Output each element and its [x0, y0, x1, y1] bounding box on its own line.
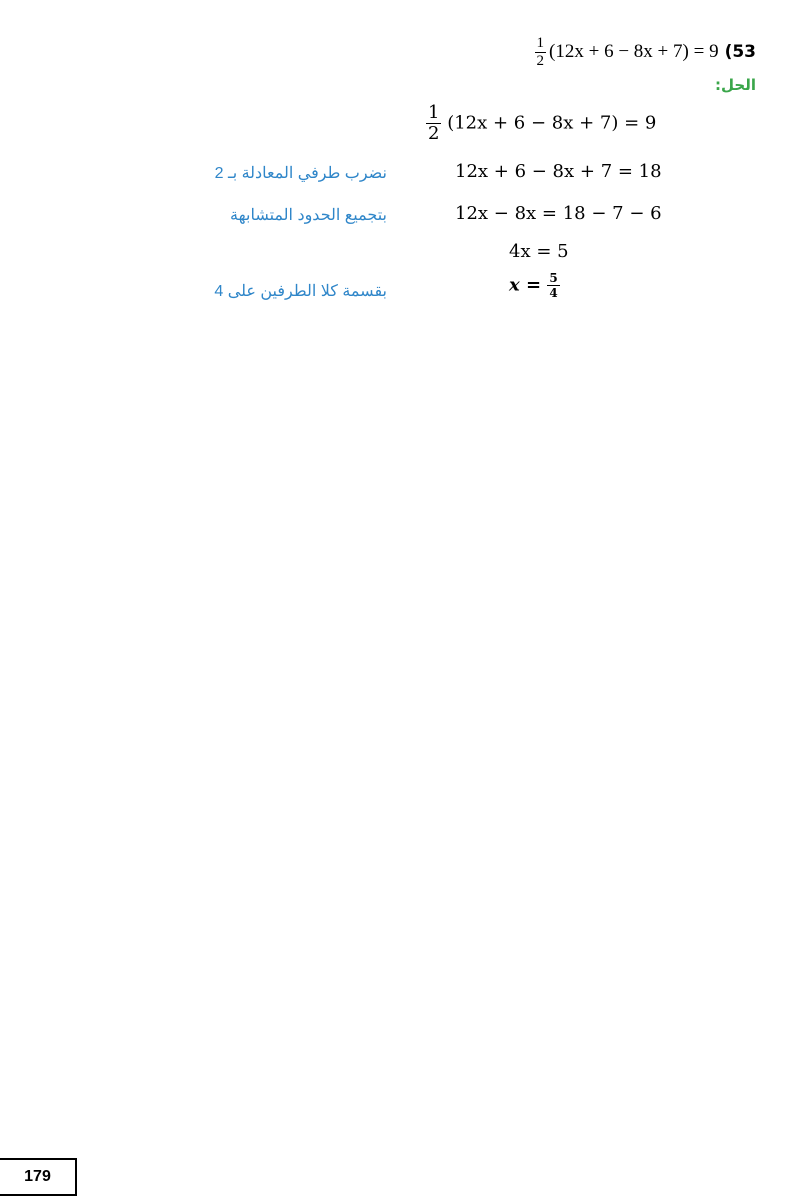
step-3-equation: 12x − 8x = 18 − 7 − 6 — [455, 203, 662, 224]
step-5-fraction — [547, 272, 559, 299]
problem-statement — [535, 36, 756, 68]
step-2-equation: 12x + 6 − 8x + 7 = 18 — [455, 161, 662, 182]
page-number: 179 — [0, 1158, 77, 1196]
fraction-numerator: 1 — [428, 102, 440, 123]
step-4-equation: 4x = 5 — [509, 241, 569, 262]
fraction-denominator: 2 — [428, 123, 440, 144]
step-5-note: بقسمة كلا الطرفين على 4 — [214, 283, 387, 300]
fraction-numerator: 5 — [549, 271, 558, 285]
problem-expression: (12x + 6 − 8x + 7) = 9 — [549, 41, 719, 62]
problem-fraction — [535, 36, 547, 69]
fraction-numerator: 1 — [536, 34, 545, 51]
fraction-denominator: 2 — [536, 52, 545, 69]
solution-label: الحل: — [715, 76, 756, 94]
step-2-note: نضرب طرفي المعادلة بـ 2 — [214, 165, 387, 182]
problem-number: (53 — [724, 42, 756, 62]
step-1-equation — [426, 104, 656, 143]
step-1-expression: (12x + 6 − 8x + 7) = 9 — [447, 112, 657, 134]
step-3-note: بتجميع الحدود المتشابهة — [230, 207, 387, 224]
step-5-equation — [509, 272, 560, 299]
step-5-lhs: x = — [509, 274, 542, 296]
fraction-denominator: 4 — [549, 286, 558, 300]
step-1-fraction — [426, 104, 441, 143]
